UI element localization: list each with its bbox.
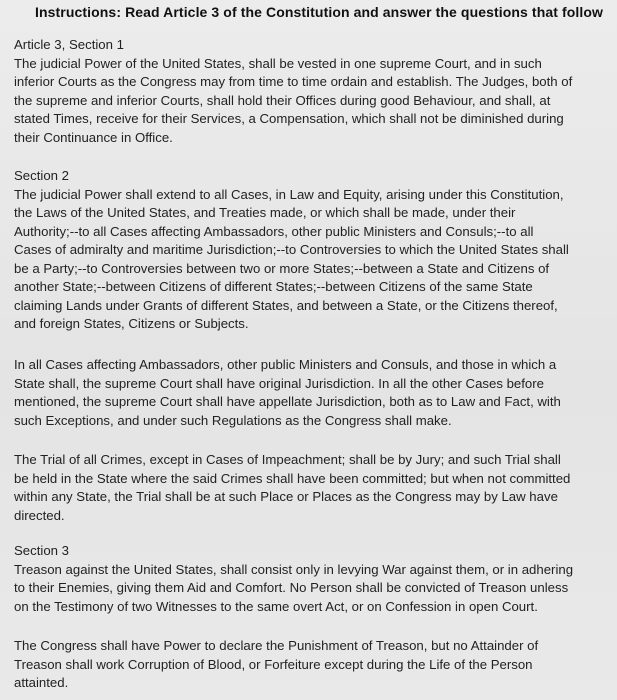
text-line: Authority;--to all Cases affecting Ambassadors, other public Ministers and Consuls;--to all bbox=[14, 223, 534, 239]
text-line: The judicial Power of the United States, shall be vested in one supreme Court, and in such bbox=[14, 55, 542, 71]
text-line: Treason against the United States, shall consist only in levying War against them, or in adhering bbox=[14, 561, 574, 577]
text-line: mentioned, the supreme Court shall have appellate Jurisdiction, both as to Law and Fact, with bbox=[14, 394, 561, 409]
text-line: another State;--between Citizens of different States;--between Citizens of the same State bbox=[14, 279, 533, 294]
page-title: Instructions: Read Article 3 of the Constitution and answer the questions that follow bbox=[35, 4, 604, 20]
original-jurisdiction-paragraph bbox=[14, 356, 614, 430]
section-2 bbox=[14, 167, 614, 334]
text-line: be a Party;--to Controversies between two or more States;--between a State and Citizens of bbox=[14, 260, 550, 276]
text-line: directed. bbox=[14, 507, 65, 523]
text-line: the Laws of the United States, and Treaties made, or which shall be made, under their bbox=[14, 205, 516, 220]
text-line: Cases of admiralty and maritime Jurisdiction;--to Controversies to which the United States shall bbox=[14, 242, 569, 257]
text-line: In all Cases affecting Ambassadors, other public Ministers and Consuls, and those in which a bbox=[14, 357, 557, 372]
text-line: to their Enemies, giving them Aid and Comfort. No Person shall be convicted of Treason unless bbox=[14, 580, 569, 595]
text-line: and foreign States, Citizens or Subjects. bbox=[14, 316, 249, 331]
section-heading: Article 3, Section 1 bbox=[14, 37, 124, 52]
text-line: be held in the State where the said Crimes shall have been committed; but when not committed bbox=[14, 470, 571, 486]
text-line: State shall, the supreme Court shall have original Jurisdiction. In all the other Cases before bbox=[14, 375, 544, 391]
text-line: attainted. bbox=[14, 675, 69, 690]
text-line: such Exceptions, and under such Regulations as the Congress shall make. bbox=[14, 412, 452, 428]
text-line: within any State, the Trial shall be at such Place or Places as the Congress may by Law have bbox=[14, 489, 558, 504]
article-3-section-1 bbox=[14, 36, 614, 147]
text-line: their Continuance in Office. bbox=[14, 129, 173, 145]
text-line: The judicial Power shall extend to all Cases, in Law and Equity, arising under this Constitution, bbox=[14, 186, 564, 202]
section-heading: Section 2 bbox=[14, 168, 69, 183]
section-heading: Section 3 bbox=[14, 543, 69, 558]
text-line: The Congress shall have Power to declare the Punishment of Treason, but no Attainder of bbox=[14, 638, 539, 653]
text-line: inferior Courts as the Congress may from time to time ordain and establish. The Judges, both of bbox=[14, 74, 573, 89]
treason-punishment-paragraph bbox=[14, 637, 614, 693]
text-line: on the Testimony of two Witnesses to the same overt Act, or on Confession in open Court. bbox=[14, 598, 538, 614]
text-line: the supreme and inferior Courts, shall hold their Offices during good Behaviour, and shall, at bbox=[14, 92, 551, 108]
text-line: The Trial of all Crimes, except in Cases of Impeachment; shall be by Jury; and such Trial shall bbox=[14, 452, 561, 467]
trial-of-crimes-paragraph bbox=[14, 451, 614, 525]
section-3 bbox=[14, 542, 614, 616]
text-line: Treason shall work Corruption of Blood, or Forfeiture except during the Life of the Person bbox=[14, 656, 533, 672]
text-line: stated Times, receive for their Services, a Compensation, which shall not be diminished during bbox=[14, 111, 564, 126]
text-line: claiming Lands under Grants of different States, and between a State, or the Citizens thereof, bbox=[14, 297, 558, 313]
